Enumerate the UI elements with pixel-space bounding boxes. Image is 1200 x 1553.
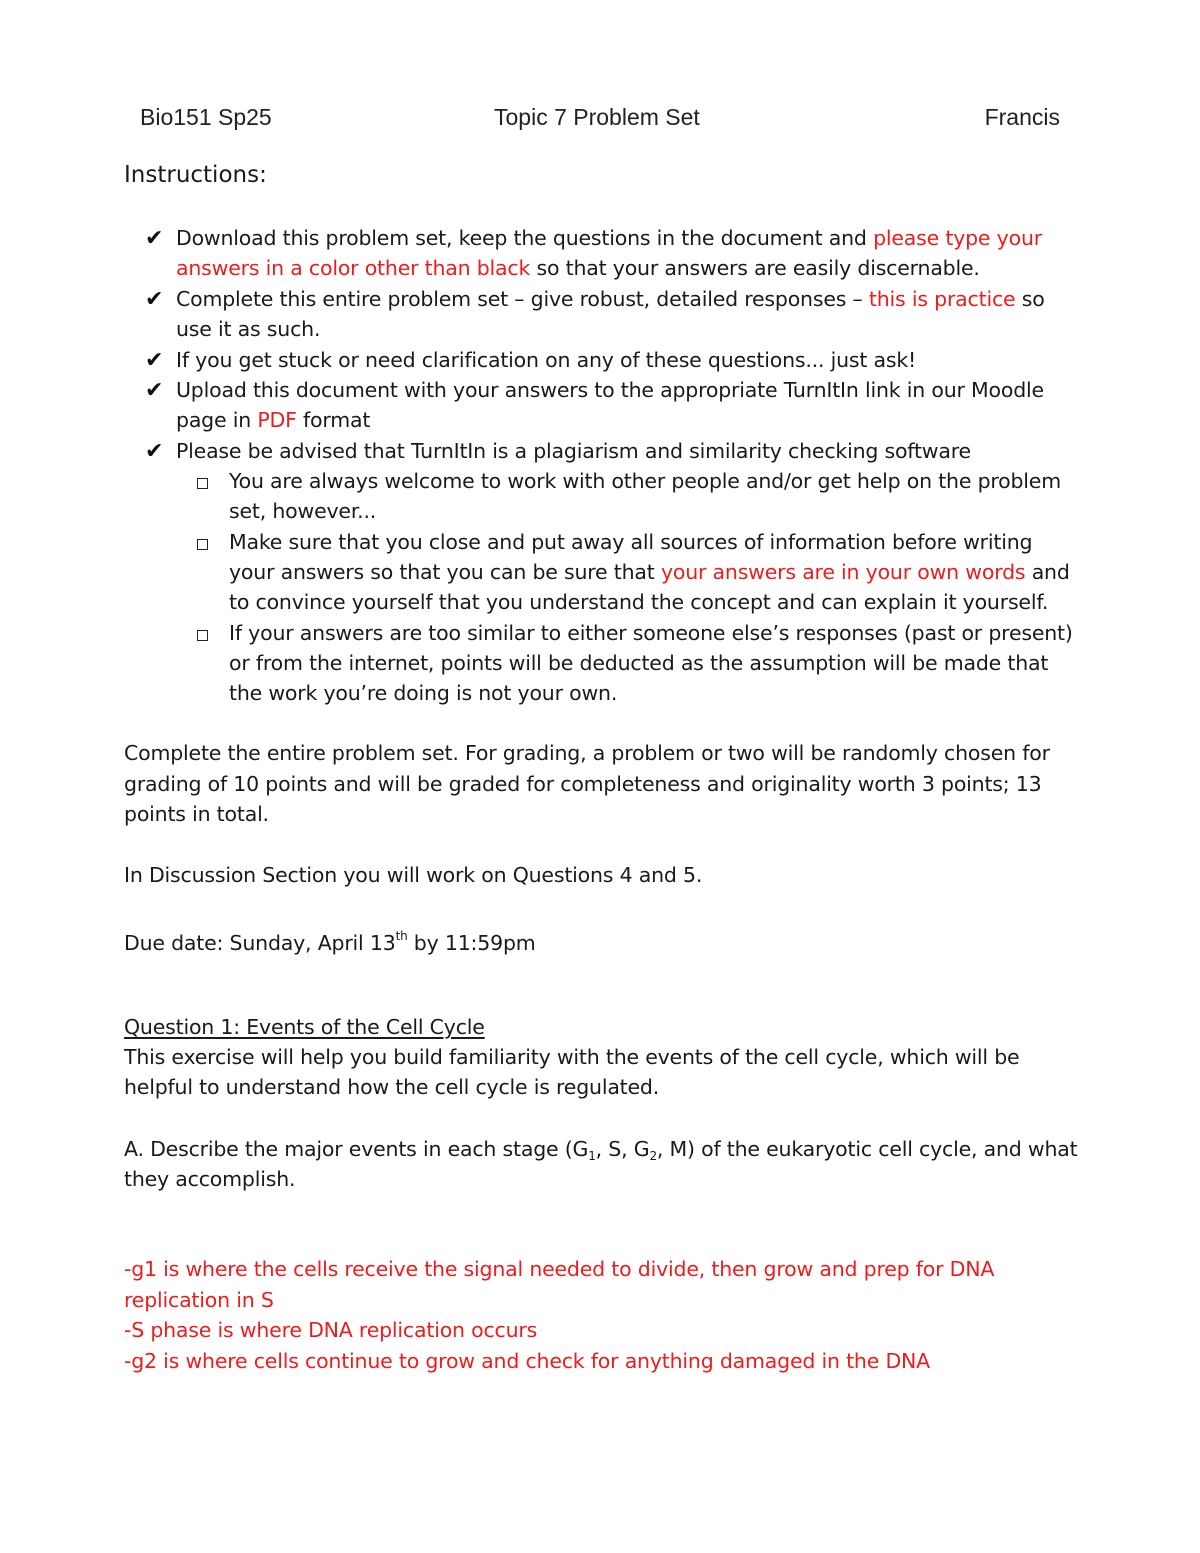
discussion-note: In Discussion Section you will work on Questions 4 and 5. <box>124 863 703 887</box>
subbullet-3-line-2: or from the internet, points will be deducted as the assumption will be made that <box>229 651 1049 675</box>
header-course: Bio151 Sp25 <box>140 104 272 130</box>
question-1a-line-1: A. Describe the major events in each stage ($G_1$, S, $G_2$, M) of the eukaryotic cell cycle, and what <box>124 1137 1078 1163</box>
header-author: Francis <box>984 104 1060 130</box>
checkmark-icon: ✔ <box>145 378 164 403</box>
answer-g2: -g2 is where cells continue to grow and check for anything damaged in the DNA <box>124 1349 931 1373</box>
bullet-4-line-2: page in PDF format <box>176 408 371 432</box>
subbullet-2-line-1: Make sure that you close and put away all sources of information before writing <box>229 530 1033 554</box>
grading-line-1: Complete the entire problem set. For grading, a problem or two will be randomly chosen for <box>124 741 1050 765</box>
subbullet-2-line-2: your answers so that you can be sure that your answers are in your own words and <box>229 560 1070 584</box>
checkmark-icon: ✔ <box>145 439 164 464</box>
question-1-title: Question 1: Events of the Cell Cycle <box>124 1015 485 1039</box>
due-date: Due date: Sunday, April 13th by 11:59pm <box>124 929 536 955</box>
grading-line-3: points in total. <box>124 802 269 826</box>
bullet-1-line-2: answers in a color other than black so that your answers are easily discernable. <box>176 256 980 280</box>
answer-g1-line-2: replication in S <box>124 1288 274 1312</box>
checkmark-icon: ✔ <box>145 287 164 312</box>
subbullet-2-line-3: to convince yourself that you understand the concept and can explain it yourself. <box>229 590 1049 614</box>
checkmark-icon: ✔ <box>145 348 164 373</box>
instructions-heading: Instructions: <box>124 162 267 188</box>
grading-line-2: grading of 10 points and will be graded for completeness and originality worth 3 points; 13 <box>124 772 1042 796</box>
bullet-2-line-2: use it as such. <box>176 317 321 341</box>
bullet-1-line-1: Download this problem set, keep the questions in the document and please type your <box>176 226 1042 250</box>
subbullet-3-line-1: If your answers are too similar to either someone else’s responses (past or present) <box>229 621 1073 645</box>
bullet-5-line-1: Please be advised that TurnItIn is a plagiarism and similarity checking software <box>176 439 971 463</box>
subbullet-1-line-1: You are always welcome to work with other people and/or get help on the problem <box>229 469 1061 493</box>
answer-g1-line-1: -g1 is where the cells receive the signal needed to divide, then grow and prep for DNA <box>124 1257 995 1281</box>
question-1-intro-line-1: This exercise will help you build familiarity with the events of the cell cycle, which will be <box>124 1045 1020 1069</box>
bullet-2-line-1: Complete this entire problem set – give robust, detailed responses – this is practice so <box>176 287 1045 311</box>
question-1a-line-2: they accomplish. <box>124 1167 296 1191</box>
square-box-icon <box>197 539 208 550</box>
header-title: Topic 7 Problem Set <box>494 104 700 130</box>
answer-s-phase: -S phase is where DNA replication occurs <box>124 1318 538 1342</box>
bullet-3-line-1: If you get stuck or need clarification on any of these questions... just ask! <box>176 348 917 372</box>
square-box-icon <box>197 478 208 489</box>
square-box-icon <box>197 630 208 641</box>
checkmark-icon: ✔ <box>145 226 164 251</box>
subbullet-1-line-2: set, however... <box>229 499 377 523</box>
bullet-4-line-1: Upload this document with your answers to the appropriate TurnItIn link in our Moodle <box>176 378 1044 402</box>
question-1-intro-line-2: helpful to understand how the cell cycle is regulated. <box>124 1075 660 1099</box>
subbullet-3-line-3: the work you’re doing is not your own. <box>229 681 618 705</box>
